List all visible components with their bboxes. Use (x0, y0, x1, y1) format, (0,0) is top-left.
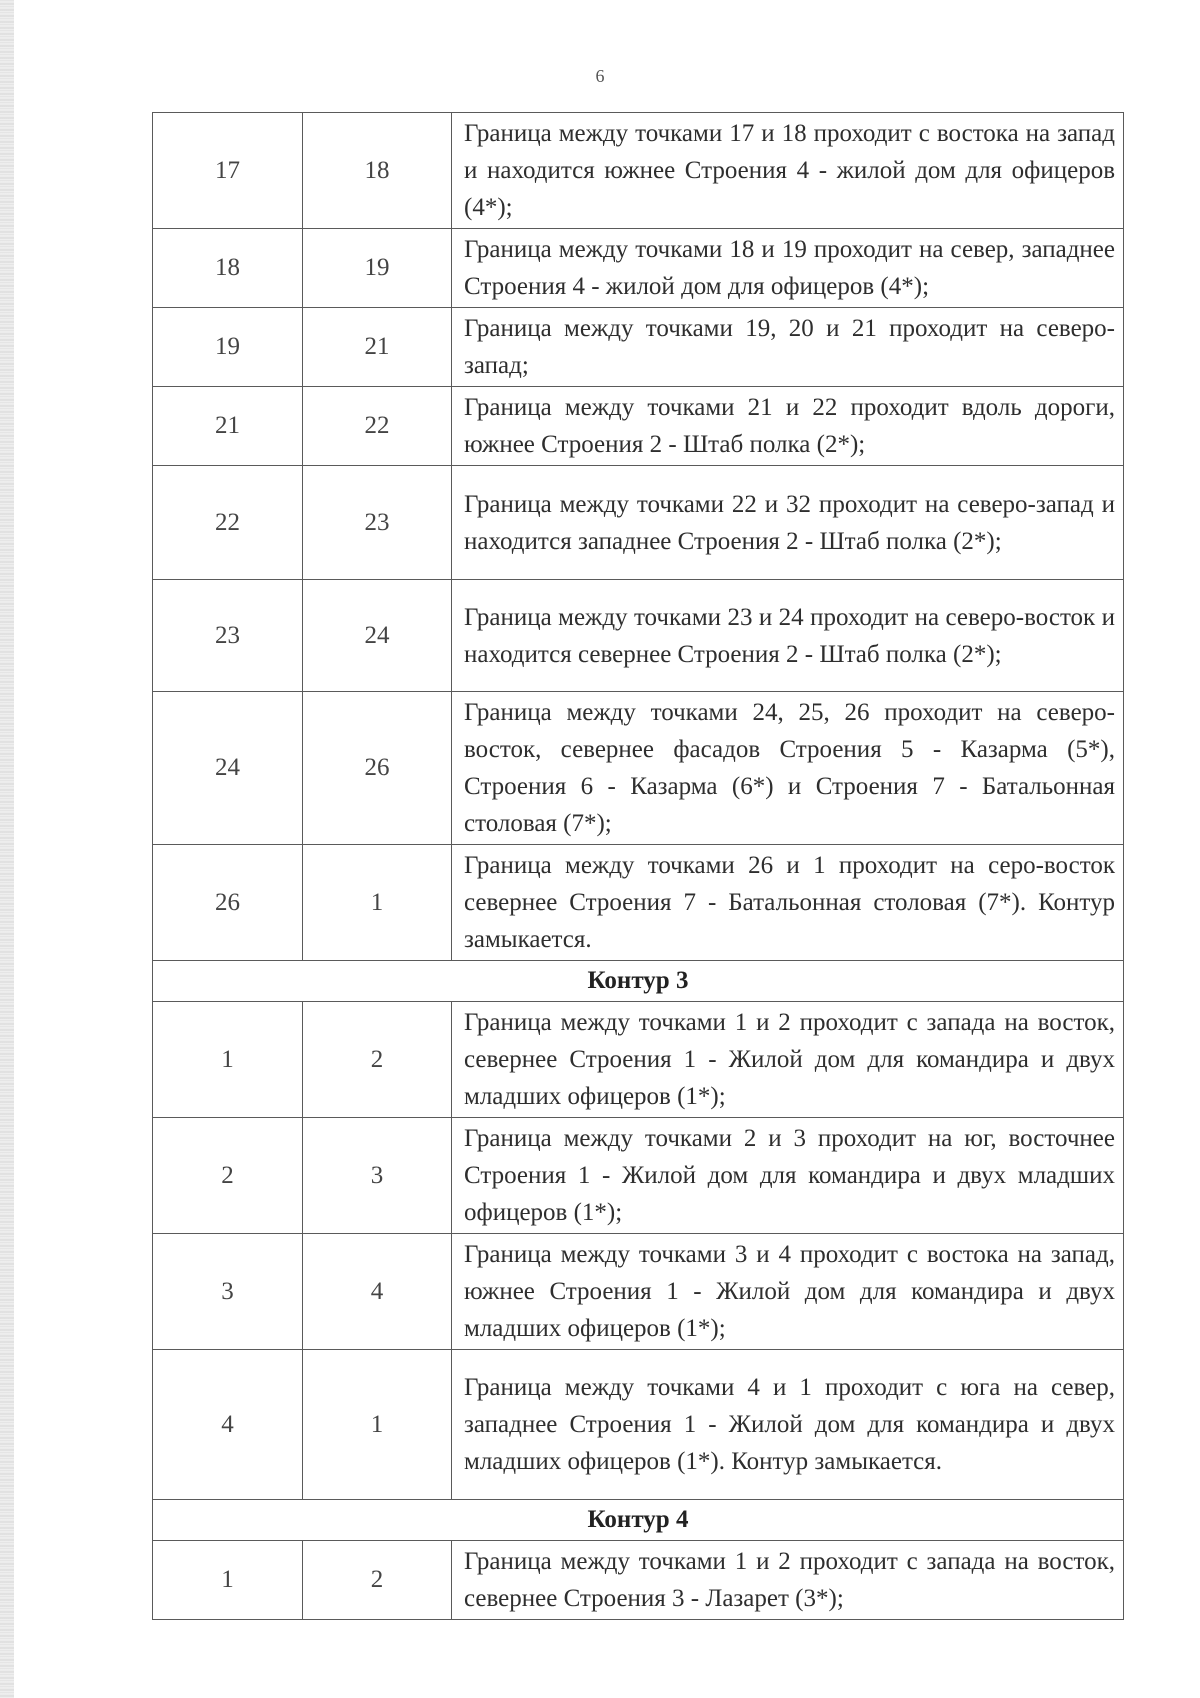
table-row (153, 692, 1124, 845)
point-to: 2 (303, 1002, 452, 1118)
point-to: 24 (303, 580, 452, 692)
boundary-description: Граница между точками 23 и 24 проходит на северо-восток и находится севернее Строения 2 - Штаб полка (2*); (452, 580, 1124, 692)
point-from: 4 (153, 1350, 303, 1500)
point-to: 2 (303, 1541, 452, 1620)
table-row (153, 845, 1124, 961)
contour-header-row (153, 1500, 1124, 1541)
table-row (153, 1118, 1124, 1234)
table-row (153, 580, 1124, 692)
boundary-table (152, 112, 1124, 1620)
table-row (153, 1541, 1124, 1620)
point-from: 17 (153, 113, 303, 229)
table-row (153, 308, 1124, 387)
boundary-description: Граница между точками 3 и 4 проходит с востока на запад, южнее Строения 1 - Жилой дом для командира и двух младших офицеров (1*); (452, 1234, 1124, 1350)
boundary-description: Граница между точками 1 и 2 проходит с запада на восток, севернее Строения 3 - Лазарет (3*); (452, 1541, 1124, 1620)
boundary-description: Граница между точками 22 и 32 проходит на северо-запад и находится западнее Строения 2 - Штаб полка (2*); (452, 466, 1124, 580)
point-to: 1 (303, 845, 452, 961)
boundary-description: Граница между точками 21 и 22 проходит вдоль дороги, южнее Строения 2 - Штаб полка (2*); (452, 387, 1124, 466)
point-to: 22 (303, 387, 452, 466)
point-to: 19 (303, 229, 452, 308)
point-to: 4 (303, 1234, 452, 1350)
point-from: 18 (153, 229, 303, 308)
point-from: 19 (153, 308, 303, 387)
boundary-description: Граница между точками 17 и 18 проходит с востока на запад и находится южнее Строения 4 - жилой дом для офицеров (4*); (452, 113, 1124, 229)
contour-heading: Контур 4 (153, 1500, 1124, 1541)
point-to: 3 (303, 1118, 452, 1234)
point-from: 22 (153, 466, 303, 580)
point-to: 21 (303, 308, 452, 387)
table-row (153, 387, 1124, 466)
table-row (153, 1350, 1124, 1500)
point-from: 3 (153, 1234, 303, 1350)
point-to: 26 (303, 692, 452, 845)
point-from: 21 (153, 387, 303, 466)
point-to: 18 (303, 113, 452, 229)
point-from: 23 (153, 580, 303, 692)
page-number: 6 (595, 66, 605, 86)
point-from: 2 (153, 1118, 303, 1234)
boundary-description: Граница между точками 1 и 2 проходит с запада на восток, севернее Строения 1 - Жилой дом для командира и двух младших офицеров (1*); (452, 1002, 1124, 1118)
table-row (153, 466, 1124, 580)
table-row (153, 113, 1124, 229)
boundary-description: Граница между точками 4 и 1 проходит с юга на север, западнее Строения 1 - Жилой дом для командира и двух младших офицеров (1*). Контур замыкается. (452, 1350, 1124, 1500)
scan-edge (0, 0, 14, 1698)
point-to: 1 (303, 1350, 452, 1500)
point-from: 24 (153, 692, 303, 845)
point-from: 1 (153, 1002, 303, 1118)
table-row (153, 1002, 1124, 1118)
boundary-description: Граница между точками 2 и 3 проходит на юг, восточнее Строения 1 - Жилой дом для командира и двух младших офицеров (1*); (452, 1118, 1124, 1234)
contour-heading: Контур 3 (153, 961, 1124, 1002)
contour-header-row (153, 961, 1124, 1002)
table-row (153, 229, 1124, 308)
boundary-description: Граница между точками 18 и 19 проходит на север, западнее Строения 4 - жилой дом для офицеров (4*); (452, 229, 1124, 308)
boundary-description: Граница между точками 26 и 1 проходит на серо-восток севернее Строения 7 - Батальонная столовая (7*). Контур замыкается. (452, 845, 1124, 961)
point-from: 26 (153, 845, 303, 961)
boundary-description: Граница между точками 24, 25, 26 проходит на северо-восток, севернее фасадов Строения 5 - Казарма (5*), Строения 6 - Казарма (6*) и Строения 7 - Батальонная столовая (7*); (452, 692, 1124, 845)
table-row (153, 1234, 1124, 1350)
point-from: 1 (153, 1541, 303, 1620)
boundary-description: Граница между точками 19, 20 и 21 проходит на северо-запад; (452, 308, 1124, 387)
point-to: 23 (303, 466, 452, 580)
